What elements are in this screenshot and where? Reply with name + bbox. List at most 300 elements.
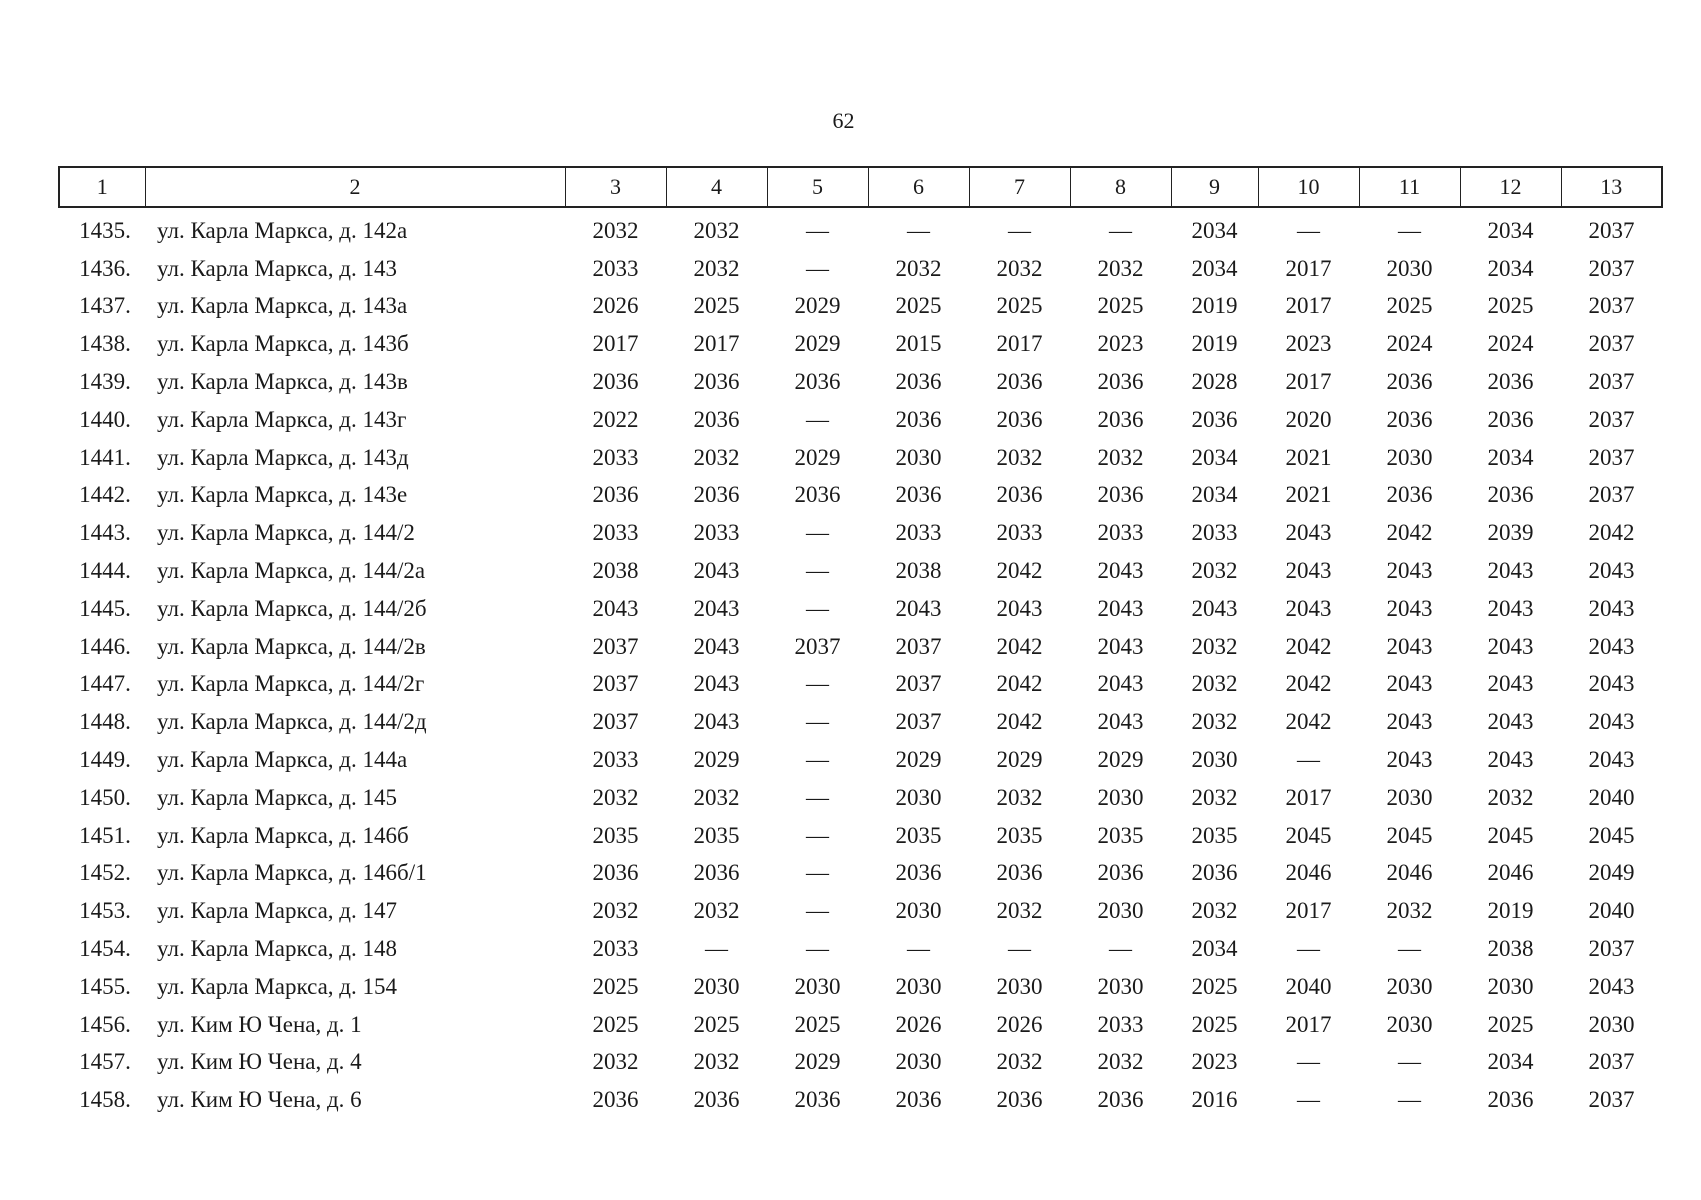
- table-row: [59, 325, 1662, 363]
- year-cell-col-8: 2036: [1097, 1087, 1144, 1113]
- table-row: [59, 817, 1662, 855]
- column-header-5: 5: [767, 167, 868, 207]
- year-cell-col-13: 2045: [1588, 822, 1635, 848]
- year-cell-col-7: 2036: [996, 482, 1043, 508]
- year-cell-col-6: 2036: [895, 369, 942, 395]
- year-cell-col-11: 2025: [1386, 293, 1433, 319]
- year-cell-col-11: 2030: [1386, 1011, 1433, 1037]
- table-row: [59, 1081, 1662, 1119]
- year-cell-col-6: 2037: [895, 671, 942, 697]
- year-cell-col-10: 2021: [1285, 444, 1332, 470]
- year-cell-col-6: 2035: [895, 822, 942, 848]
- year-cell-col-11: 2030: [1386, 973, 1433, 999]
- year-cell-col-5: 2036: [794, 369, 841, 395]
- year-cell-col-4: 2032: [693, 255, 740, 281]
- year-cell-col-5: —: [806, 822, 829, 848]
- year-cell-col-10: —: [1297, 1087, 1320, 1113]
- year-cell-col-10: 2042: [1285, 671, 1332, 697]
- row-number: 1446.: [79, 633, 131, 659]
- table-row: [59, 1044, 1662, 1082]
- year-cell-col-6: 2030: [895, 973, 942, 999]
- year-cell-col-7: 2026: [996, 1011, 1043, 1037]
- year-cell-col-3: 2036: [592, 369, 639, 395]
- year-cell-col-4: 2043: [693, 633, 740, 659]
- year-cell-col-5: 2029: [794, 293, 841, 319]
- row-number: 1447.: [79, 671, 131, 697]
- column-header-7: 7: [969, 167, 1070, 207]
- year-cell-col-5: 2029: [794, 444, 841, 470]
- year-cell-col-11: 2043: [1386, 558, 1433, 584]
- year-cell-col-13: 2030: [1588, 1011, 1635, 1037]
- year-cell-col-6: 2015: [895, 331, 942, 357]
- year-cell-col-7: 2036: [996, 1087, 1043, 1113]
- year-cell-col-7: 2032: [996, 1049, 1043, 1075]
- year-cell-col-3: 2032: [592, 784, 639, 810]
- year-cell-col-10: 2017: [1285, 369, 1332, 395]
- year-cell-col-7: 2033: [996, 520, 1043, 546]
- year-cell-col-12: 2043: [1487, 633, 1534, 659]
- address-cell: ул. Карла Маркса, д. 154: [157, 973, 398, 999]
- address-cell: ул. Карла Маркса, д. 144/2в: [157, 633, 426, 659]
- year-cell-col-5: —: [806, 936, 829, 962]
- column-header-8: 8: [1070, 167, 1171, 207]
- year-cell-col-11: 2030: [1386, 255, 1433, 281]
- year-cell-col-7: 2030: [996, 973, 1043, 999]
- year-cell-col-3: 2033: [592, 255, 639, 281]
- year-cell-col-9: 2032: [1191, 558, 1238, 584]
- table-row: [59, 250, 1662, 288]
- year-cell-col-7: 2032: [996, 898, 1043, 924]
- year-cell-col-9: 2032: [1191, 709, 1238, 735]
- year-cell-col-6: 2030: [895, 1049, 942, 1075]
- year-cell-col-7: 2032: [996, 784, 1043, 810]
- table-row: [59, 514, 1662, 552]
- year-cell-col-5: —: [806, 558, 829, 584]
- year-cell-col-9: 2016: [1191, 1087, 1238, 1113]
- table-row: [59, 703, 1662, 741]
- year-cell-col-7: 2036: [996, 860, 1043, 886]
- year-cell-col-12: 2034: [1487, 444, 1534, 470]
- year-cell-col-8: 2035: [1097, 822, 1144, 848]
- year-cell-col-5: —: [806, 255, 829, 281]
- address-cell: ул. Карла Маркса, д. 143д: [157, 444, 409, 470]
- year-cell-col-8: 2043: [1097, 633, 1144, 659]
- year-cell-col-13: 2043: [1588, 558, 1635, 584]
- year-cell-col-6: 2030: [895, 784, 942, 810]
- year-cell-col-3: 2033: [592, 747, 639, 773]
- address-cell: ул. Карла Маркса, д. 143: [157, 255, 398, 281]
- column-header-12: 12: [1460, 167, 1561, 207]
- column-header-9: 9: [1171, 167, 1258, 207]
- address-cell: ул. Карла Маркса, д. 143б: [157, 331, 409, 357]
- table-header: [59, 167, 1662, 207]
- year-cell-col-3: 2025: [592, 1011, 639, 1037]
- year-cell-col-13: 2040: [1588, 784, 1635, 810]
- year-cell-col-13: 2037: [1588, 1087, 1635, 1113]
- year-cell-col-6: 2029: [895, 747, 942, 773]
- year-cell-col-8: 2023: [1097, 331, 1144, 357]
- year-cell-col-12: 2036: [1487, 482, 1534, 508]
- year-cell-col-7: 2043: [996, 595, 1043, 621]
- year-cell-col-5: —: [806, 520, 829, 546]
- year-cell-col-10: 2040: [1285, 973, 1332, 999]
- year-cell-col-12: 2034: [1487, 1049, 1534, 1075]
- year-cell-col-3: 2032: [592, 1049, 639, 1075]
- year-cell-col-9: 2036: [1191, 860, 1238, 886]
- row-number: 1442.: [79, 482, 131, 508]
- year-cell-col-12: 2025: [1487, 1011, 1534, 1037]
- year-cell-col-8: 2032: [1097, 255, 1144, 281]
- year-cell-col-12: 2030: [1487, 973, 1534, 999]
- year-cell-col-9: 2025: [1191, 1011, 1238, 1037]
- year-cell-col-4: 2043: [693, 558, 740, 584]
- year-cell-col-12: 2034: [1487, 217, 1534, 243]
- year-cell-col-10: —: [1297, 217, 1320, 243]
- year-cell-col-11: —: [1398, 936, 1421, 962]
- table-row: [59, 628, 1662, 666]
- year-cell-col-3: 2032: [592, 898, 639, 924]
- year-cell-col-12: 2039: [1487, 520, 1534, 546]
- table-row: [59, 590, 1662, 628]
- year-cell-col-6: 2030: [895, 898, 942, 924]
- year-cell-col-13: 2037: [1588, 293, 1635, 319]
- row-number: 1440.: [79, 406, 131, 432]
- year-cell-col-8: 2033: [1097, 520, 1144, 546]
- year-cell-col-10: —: [1297, 1049, 1320, 1075]
- row-number: 1457.: [79, 1049, 131, 1075]
- year-cell-col-7: 2042: [996, 709, 1043, 735]
- year-cell-col-3: 2037: [592, 633, 639, 659]
- year-cell-col-4: —: [705, 936, 728, 962]
- year-cell-col-4: 2030: [693, 973, 740, 999]
- address-cell: ул. Карла Маркса, д. 142а: [157, 217, 408, 243]
- address-cell: ул. Ким Ю Чена, д. 1: [157, 1011, 362, 1037]
- year-cell-col-4: 2032: [693, 898, 740, 924]
- year-cell-col-12: 2038: [1487, 936, 1534, 962]
- year-cell-col-13: 2037: [1588, 217, 1635, 243]
- year-cell-col-5: 2025: [794, 1011, 841, 1037]
- year-cell-col-9: 2028: [1191, 369, 1238, 395]
- year-cell-col-8: 2043: [1097, 709, 1144, 735]
- year-cell-col-9: 2032: [1191, 671, 1238, 697]
- year-cell-col-5: —: [806, 671, 829, 697]
- year-cell-col-13: 2037: [1588, 406, 1635, 432]
- schedule-table: [58, 166, 1663, 1119]
- year-cell-col-10: 2017: [1285, 255, 1332, 281]
- year-cell-col-9: 2043: [1191, 595, 1238, 621]
- year-cell-col-9: 2034: [1191, 444, 1238, 470]
- column-header-6: 6: [868, 167, 969, 207]
- year-cell-col-10: 2045: [1285, 822, 1332, 848]
- year-cell-col-9: 2033: [1191, 520, 1238, 546]
- year-cell-col-12: 2025: [1487, 293, 1534, 319]
- year-cell-col-8: —: [1109, 217, 1132, 243]
- year-cell-col-13: 2049: [1588, 860, 1635, 886]
- year-cell-col-12: 2043: [1487, 595, 1534, 621]
- year-cell-col-13: 2037: [1588, 444, 1635, 470]
- year-cell-col-11: 2036: [1386, 406, 1433, 432]
- year-cell-col-9: 2032: [1191, 898, 1238, 924]
- year-cell-col-13: 2043: [1588, 595, 1635, 621]
- year-cell-col-4: 2036: [693, 860, 740, 886]
- year-cell-col-6: 2036: [895, 860, 942, 886]
- year-cell-col-12: 2036: [1487, 1087, 1534, 1113]
- year-cell-col-10: 2017: [1285, 293, 1332, 319]
- row-number: 1445.: [79, 595, 131, 621]
- year-cell-col-8: 2036: [1097, 860, 1144, 886]
- column-header-11: 11: [1359, 167, 1460, 207]
- year-cell-col-13: 2043: [1588, 973, 1635, 999]
- year-cell-col-10: 2017: [1285, 1011, 1332, 1037]
- year-cell-col-4: 2029: [693, 747, 740, 773]
- year-cell-col-10: 2023: [1285, 331, 1332, 357]
- year-cell-col-4: 2025: [693, 1011, 740, 1037]
- table-body: [59, 207, 1662, 1119]
- year-cell-col-5: 2036: [794, 1087, 841, 1113]
- table-row: [59, 892, 1662, 930]
- year-cell-col-11: 2032: [1386, 898, 1433, 924]
- year-cell-col-9: 2036: [1191, 406, 1238, 432]
- year-cell-col-8: 2032: [1097, 1049, 1144, 1075]
- year-cell-col-4: 2036: [693, 1087, 740, 1113]
- row-number: 1441.: [79, 444, 131, 470]
- year-cell-col-6: 2036: [895, 482, 942, 508]
- year-cell-col-11: 2042: [1386, 520, 1433, 546]
- year-cell-col-5: —: [806, 898, 829, 924]
- year-cell-col-5: —: [806, 709, 829, 735]
- year-cell-col-10: 2043: [1285, 558, 1332, 584]
- column-header-10: 10: [1258, 167, 1359, 207]
- year-cell-col-11: 2030: [1386, 444, 1433, 470]
- address-cell: ул. Карла Маркса, д. 144/2а: [157, 558, 426, 584]
- header-row: [59, 167, 1662, 207]
- year-cell-col-4: 2043: [693, 671, 740, 697]
- year-cell-col-13: 2037: [1588, 936, 1635, 962]
- year-cell-col-3: 2035: [592, 822, 639, 848]
- year-cell-col-8: 2043: [1097, 558, 1144, 584]
- year-cell-col-5: —: [806, 784, 829, 810]
- year-cell-col-6: 2037: [895, 709, 942, 735]
- year-cell-col-8: 2029: [1097, 747, 1144, 773]
- year-cell-col-13: 2043: [1588, 671, 1635, 697]
- year-cell-col-5: —: [806, 595, 829, 621]
- table-row: [59, 855, 1662, 893]
- year-cell-col-3: 2036: [592, 1087, 639, 1113]
- column-header-3: 3: [565, 167, 666, 207]
- year-cell-col-10: 2042: [1285, 709, 1332, 735]
- year-cell-col-11: 2036: [1386, 369, 1433, 395]
- year-cell-col-13: 2043: [1588, 747, 1635, 773]
- year-cell-col-3: 2017: [592, 331, 639, 357]
- year-cell-col-7: —: [1008, 936, 1031, 962]
- year-cell-col-4: 2017: [693, 331, 740, 357]
- year-cell-col-11: 2024: [1386, 331, 1433, 357]
- year-cell-col-9: 2023: [1191, 1049, 1238, 1075]
- table-row: [59, 401, 1662, 439]
- year-cell-col-12: 2024: [1487, 331, 1534, 357]
- year-cell-col-11: 2046: [1386, 860, 1433, 886]
- year-cell-col-4: 2025: [693, 293, 740, 319]
- year-cell-col-13: 2042: [1588, 520, 1635, 546]
- year-cell-col-5: —: [806, 406, 829, 432]
- year-cell-col-9: 2030: [1191, 747, 1238, 773]
- year-cell-col-6: 2033: [895, 520, 942, 546]
- year-cell-col-4: 2032: [693, 784, 740, 810]
- row-number: 1449.: [79, 747, 131, 773]
- year-cell-col-6: 2026: [895, 1011, 942, 1037]
- row-number: 1451.: [79, 822, 131, 848]
- year-cell-col-11: —: [1398, 217, 1421, 243]
- year-cell-col-9: 2032: [1191, 784, 1238, 810]
- year-cell-col-10: 2021: [1285, 482, 1332, 508]
- year-cell-col-10: —: [1297, 747, 1320, 773]
- year-cell-col-3: 2037: [592, 709, 639, 735]
- year-cell-col-7: 2032: [996, 444, 1043, 470]
- year-cell-col-4: 2043: [693, 595, 740, 621]
- address-cell: ул. Карла Маркса, д. 143в: [157, 369, 408, 395]
- address-cell: ул. Ким Ю Чена, д. 6: [157, 1087, 362, 1113]
- year-cell-col-4: 2032: [693, 444, 740, 470]
- table-row: [59, 666, 1662, 704]
- year-cell-col-4: 2036: [693, 406, 740, 432]
- row-number: 1448.: [79, 709, 131, 735]
- year-cell-col-6: 2036: [895, 406, 942, 432]
- table-row: [59, 779, 1662, 817]
- year-cell-col-13: 2040: [1588, 898, 1635, 924]
- address-cell: ул. Ким Ю Чена, д. 4: [157, 1049, 362, 1075]
- year-cell-col-8: 2033: [1097, 1011, 1144, 1037]
- row-number: 1439.: [79, 369, 131, 395]
- row-number: 1443.: [79, 520, 131, 546]
- year-cell-col-5: —: [806, 860, 829, 886]
- year-cell-col-11: 2043: [1386, 633, 1433, 659]
- table-row: [59, 552, 1662, 590]
- year-cell-col-10: 2046: [1285, 860, 1332, 886]
- row-number: 1458.: [79, 1087, 131, 1113]
- year-cell-col-10: —: [1297, 936, 1320, 962]
- year-cell-col-5: 2029: [794, 331, 841, 357]
- year-cell-col-11: 2043: [1386, 595, 1433, 621]
- address-cell: ул. Карла Маркса, д. 148: [157, 936, 398, 962]
- address-cell: ул. Карла Маркса, д. 147: [157, 898, 398, 924]
- address-cell: ул. Карла Маркса, д. 143г: [157, 406, 407, 432]
- year-cell-col-4: 2036: [693, 369, 740, 395]
- address-cell: ул. Карла Маркса, д. 144а: [157, 747, 408, 773]
- year-cell-col-6: 2038: [895, 558, 942, 584]
- year-cell-col-4: 2032: [693, 217, 740, 243]
- table-row: [59, 741, 1662, 779]
- year-cell-col-4: 2035: [693, 822, 740, 848]
- year-cell-col-9: 2019: [1191, 331, 1238, 357]
- address-cell: ул. Карла Маркса, д. 143а: [157, 293, 408, 319]
- year-cell-col-4: 2043: [693, 709, 740, 735]
- year-cell-col-5: 2036: [794, 482, 841, 508]
- row-number: 1456.: [79, 1011, 131, 1037]
- year-cell-col-7: 2035: [996, 822, 1043, 848]
- year-cell-col-8: 2036: [1097, 406, 1144, 432]
- year-cell-col-4: 2032: [693, 1049, 740, 1075]
- table-row: [59, 207, 1662, 250]
- year-cell-col-11: —: [1398, 1087, 1421, 1113]
- year-cell-col-11: 2045: [1386, 822, 1433, 848]
- year-cell-col-9: 2019: [1191, 293, 1238, 319]
- year-cell-col-12: 2036: [1487, 406, 1534, 432]
- year-cell-col-11: —: [1398, 1049, 1421, 1075]
- year-cell-col-12: 2043: [1487, 558, 1534, 584]
- table-row: [59, 930, 1662, 968]
- row-number: 1454.: [79, 936, 131, 962]
- row-number: 1438.: [79, 331, 131, 357]
- row-number: 1452.: [79, 860, 131, 886]
- year-cell-col-10: 2020: [1285, 406, 1332, 432]
- year-cell-col-13: 2037: [1588, 255, 1635, 281]
- year-cell-col-12: 2019: [1487, 898, 1534, 924]
- year-cell-col-8: 2043: [1097, 671, 1144, 697]
- year-cell-col-5: —: [806, 217, 829, 243]
- year-cell-col-9: 2034: [1191, 482, 1238, 508]
- year-cell-col-11: 2036: [1386, 482, 1433, 508]
- year-cell-col-3: 2022: [592, 406, 639, 432]
- year-cell-col-7: 2017: [996, 331, 1043, 357]
- year-cell-col-7: 2032: [996, 255, 1043, 281]
- row-number: 1435.: [79, 217, 131, 243]
- year-cell-col-13: 2037: [1588, 1049, 1635, 1075]
- year-cell-col-3: 2026: [592, 293, 639, 319]
- year-cell-col-8: 2032: [1097, 444, 1144, 470]
- year-cell-col-10: 2043: [1285, 595, 1332, 621]
- address-cell: ул. Карла Маркса, д. 145: [157, 784, 398, 810]
- column-header-13: 13: [1561, 167, 1662, 207]
- year-cell-col-6: 2025: [895, 293, 942, 319]
- address-cell: ул. Карла Маркса, д. 144/2б: [157, 595, 427, 621]
- address-cell: ул. Карла Маркса, д. 144/2: [157, 520, 415, 546]
- address-cell: ул. Карла Маркса, д. 144/2д: [157, 709, 427, 735]
- row-number: 1436.: [79, 255, 131, 281]
- year-cell-col-7: 2042: [996, 558, 1043, 584]
- year-cell-col-4: 2033: [693, 520, 740, 546]
- table-row: [59, 439, 1662, 477]
- table-row: [59, 1006, 1662, 1044]
- year-cell-col-7: —: [1008, 217, 1031, 243]
- year-cell-col-7: 2029: [996, 747, 1043, 773]
- table-row: [59, 968, 1662, 1006]
- year-cell-col-12: 2046: [1487, 860, 1534, 886]
- year-cell-col-13: 2037: [1588, 331, 1635, 357]
- year-cell-col-7: 2025: [996, 293, 1043, 319]
- year-cell-col-12: 2032: [1487, 784, 1534, 810]
- table-row: [59, 363, 1662, 401]
- address-cell: ул. Карла Маркса, д. 146б: [157, 822, 409, 848]
- year-cell-col-3: 2033: [592, 444, 639, 470]
- year-cell-col-7: 2042: [996, 671, 1043, 697]
- year-cell-col-8: 2030: [1097, 898, 1144, 924]
- year-cell-col-3: 2032: [592, 217, 639, 243]
- address-cell: ул. Карла Маркса, д. 143е: [157, 482, 408, 508]
- year-cell-col-8: 2025: [1097, 293, 1144, 319]
- year-cell-col-13: 2043: [1588, 709, 1635, 735]
- year-cell-col-10: 2017: [1285, 898, 1332, 924]
- year-cell-col-3: 2038: [592, 558, 639, 584]
- table-row: [59, 477, 1662, 515]
- year-cell-col-9: 2034: [1191, 936, 1238, 962]
- table-row: [59, 288, 1662, 326]
- year-cell-col-6: 2030: [895, 444, 942, 470]
- year-cell-col-8: —: [1109, 936, 1132, 962]
- year-cell-col-12: 2045: [1487, 822, 1534, 848]
- year-cell-col-6: —: [907, 936, 930, 962]
- column-header-1: 1: [59, 167, 145, 207]
- year-cell-col-12: 2043: [1487, 671, 1534, 697]
